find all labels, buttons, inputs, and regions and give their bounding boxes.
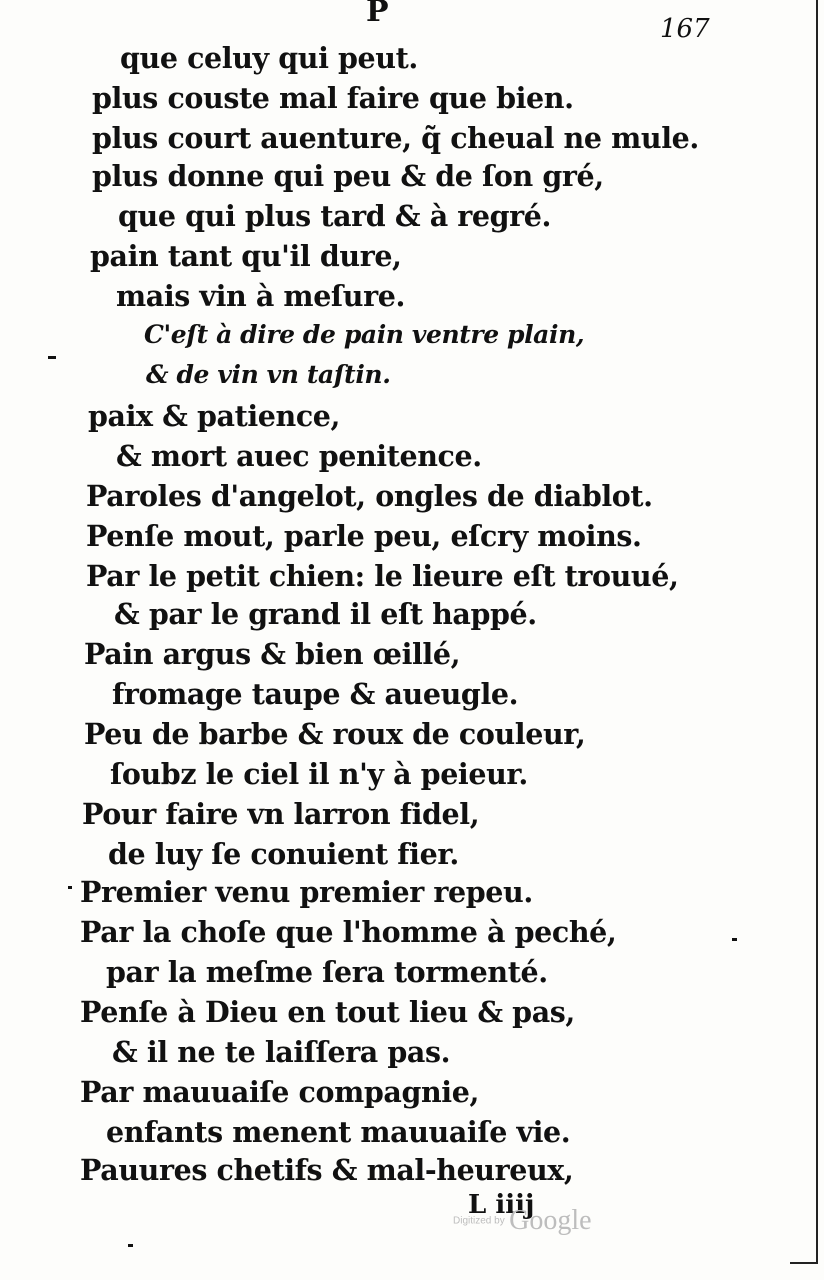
text-line: Par la choſe que l'homme à peché,	[80, 915, 617, 949]
text-line: que qui plus tard & à regré.	[118, 199, 552, 233]
text-line: Penſe à Dieu en tout lieu & pas,	[80, 995, 575, 1029]
running-head-letter: P	[366, 0, 389, 29]
text-line: plus donne qui peu & de ſon gré,	[92, 159, 604, 193]
text-line: Pain argus & bien œillé,	[84, 637, 461, 671]
ink-speck	[128, 1244, 133, 1247]
text-line: enfants menent mauuaiſe vie.	[106, 1115, 571, 1149]
text-line: Par mauuaiſe compagnie,	[80, 1075, 479, 1109]
text-line: par la meſme ſera tormenté.	[106, 955, 548, 989]
text-line: que celuy qui peut.	[120, 41, 418, 75]
text-line: Peu de barbe & roux de couleur,	[84, 717, 586, 751]
text-line: & mort auec penitence.	[116, 439, 482, 473]
ink-speck	[68, 886, 72, 889]
watermark-prefix: Digitized by	[453, 1215, 505, 1227]
text-line: Penſe mout, parle peu, eſcry moins.	[86, 519, 642, 553]
text-line-italic: C'eſt à dire de pain ventre plain,	[144, 320, 585, 349]
ink-speck	[48, 356, 56, 359]
signature-mark: L iiij	[468, 1190, 535, 1220]
text-line: plus couste mal faire que bien.	[92, 81, 574, 115]
text-line: ſoubz le ciel il n'y à peieur.	[110, 757, 528, 791]
text-line: Par le petit chien: le lieure eſt trouué,	[86, 559, 679, 593]
watermark-brand: Google	[509, 1205, 592, 1236]
text-line: fromage taupe & aueugle.	[112, 677, 519, 711]
text-line-italic: & de vin vn taſtin.	[146, 360, 391, 389]
text-line: pain tant qu'il dure,	[90, 239, 402, 273]
ink-speck	[732, 938, 737, 941]
text-line: & il ne te laiſſera pas.	[112, 1035, 451, 1069]
text-line: mais vin à meſure.	[116, 279, 405, 313]
text-line: Paroles d'angelot, ongles de diablot.	[86, 479, 653, 513]
text-line: de luy ſe conuient fier.	[108, 837, 459, 871]
text-line: Premier venu premier repeu.	[80, 875, 533, 909]
text-line: & par le grand il eſt happé.	[114, 597, 537, 631]
page-edge-bottom	[790, 1262, 818, 1264]
text-line: Pour faire vn larron fidel,	[82, 797, 480, 831]
digitized-watermark	[453, 1205, 592, 1237]
text-line: plus court auenture, q̃ cheual ne mule.	[92, 121, 699, 155]
page-number: 167	[660, 14, 710, 44]
page-edge-right	[816, 0, 818, 1262]
text-line: Pauures chetifs & mal-heureux,	[80, 1153, 574, 1187]
text-line: paix & patience,	[88, 399, 341, 433]
